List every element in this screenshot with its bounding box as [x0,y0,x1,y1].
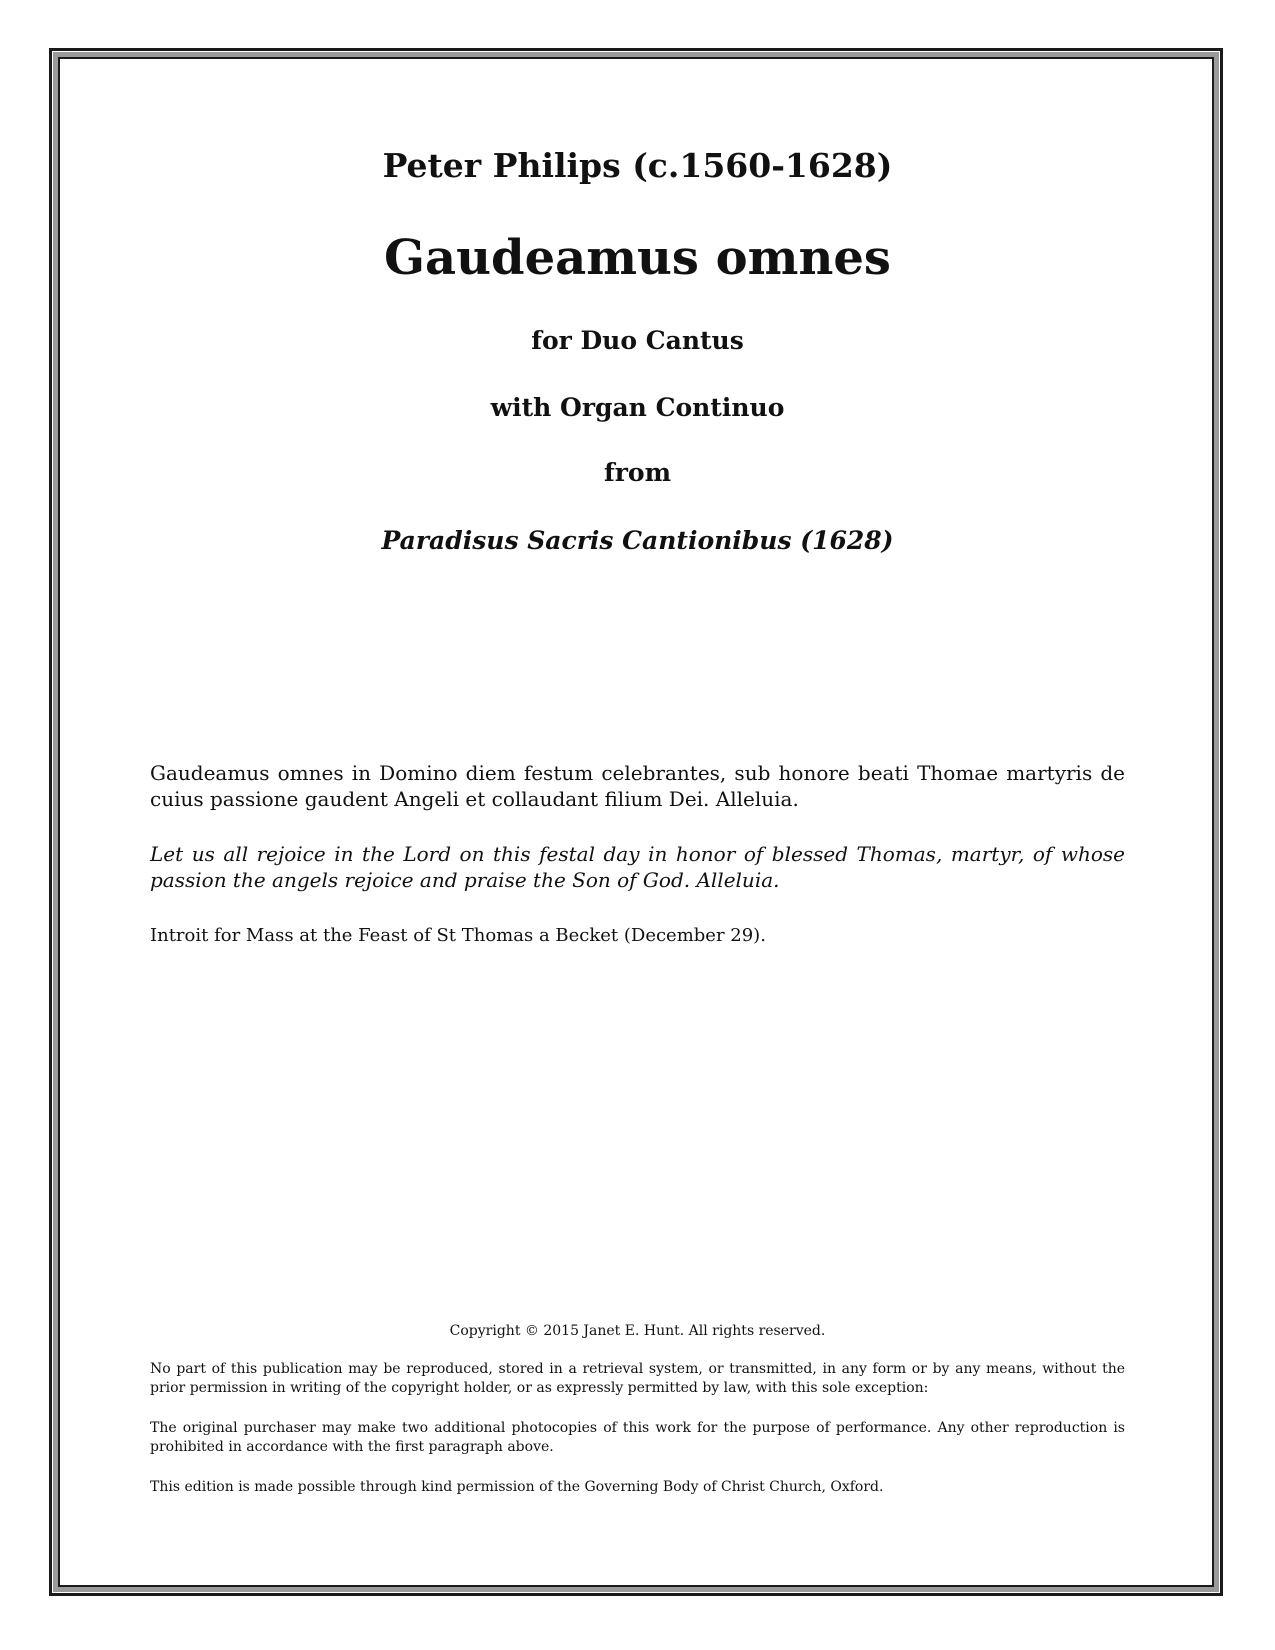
liturgical-note: Introit for Mass at the Feast of St Thomas a Becket (December 29). [150,925,766,946]
scoring-line: for Duo Cantus [531,326,744,355]
from-line: from [603,458,672,487]
purchaser-notice: The original purchaser may make two additional photocopies of this work for the purpose of performance. Any other reproduction is prohibited in accordance with the first paragraph above. [150,1420,1125,1455]
permission-notice: This edition is made possible through kind permission of the Governing Body of Christ Church, Oxford. [150,1479,884,1495]
reproduction-notice: No part of this publication may be reproduced, stored in a retrieval system, or transmitted, in any form or by any means, without the prior permission in writing of the copyright holder, or as expressly permitted by law, with this sole exception: [150,1361,1125,1396]
latin-text: Gaudeamus omnes in Domino diem festum celebrantes, sub honore beati Thomae martyris de cuius passione gaudent Angeli et collaudant filium Dei. Alleluia. [150,761,1125,811]
english-translation: Let us all rejoice in the Lord on this festal day in honor of blessed Thomas, martyr, of whose passion the angels rejoice and praise the Son of God. Alleluia. [150,842,1125,892]
continuo-line: with Organ Continuo [490,393,785,422]
copyright-line: Copyright © 2015 Janet E. Hunt. All rights reserved. [449,1323,826,1339]
page-border-inner [58,57,1214,1587]
composer-heading: Peter Philips (c.1560-1628) [382,146,893,185]
source-collection: Paradisus Sacris Cantionibus (1628) [381,526,894,555]
work-title: Gaudeamus omnes [384,230,891,286]
